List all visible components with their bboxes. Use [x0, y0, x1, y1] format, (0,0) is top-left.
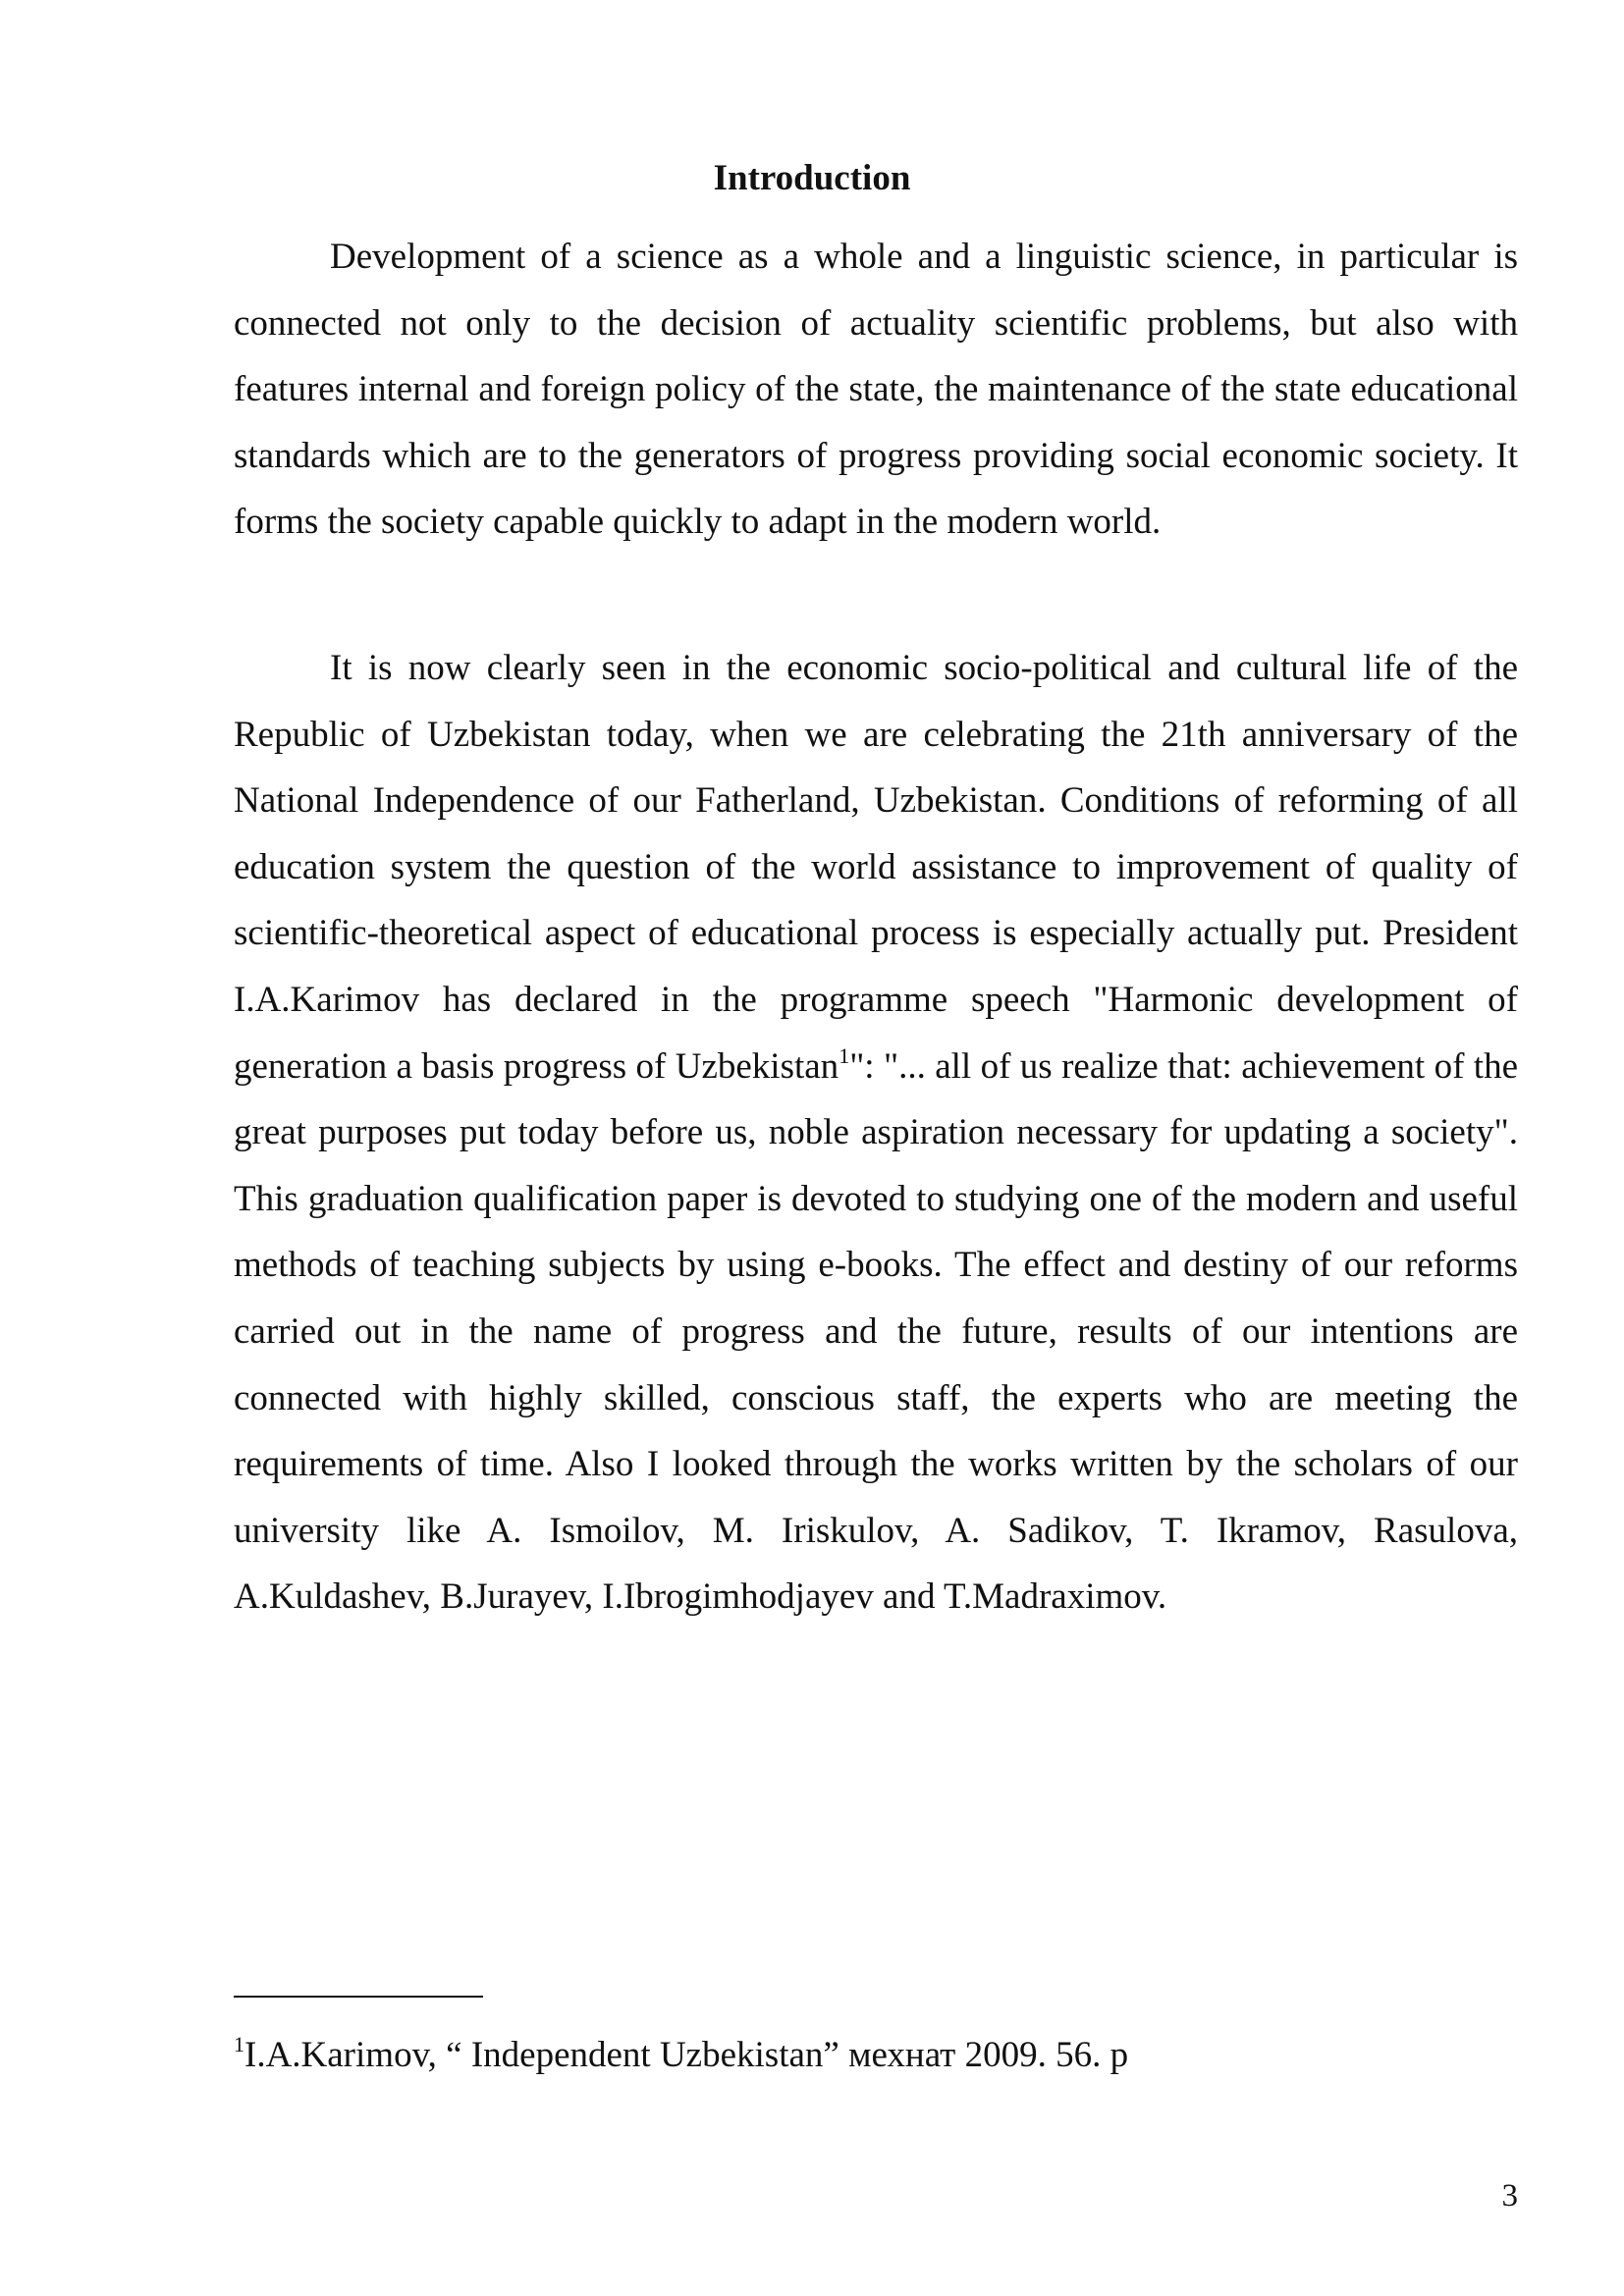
page-number: 3	[1501, 2178, 1518, 2214]
page-title: Introduction	[713, 158, 911, 198]
footnote-reference-mark: 1	[839, 1042, 850, 1068]
footnote	[234, 2032, 1518, 2079]
paragraph-2-text-before-reference: It is now clearly seen in the economic socio-political and cultural life of the Republic of Uzbekistan today, when we are celebrating the 21th anniversary of the National Independence of our Fatherland, Uzbekistan. Conditions of reforming of all education system the question of the world assistance to improvement of quality of scientific-theoretical aspect of educational process is especially actually put. President I.A.Karimov has declared in the programme speech "Harmonic development of generation a basis progress of Uzbekistan	[234, 648, 1518, 1087]
body-paragraph-1: Development of a science as a whole and a linguistic science, in particular is connected not only to the decision of actuality scientific problems, but also with features internal and foreign policy of the state, the maintenance of the state educational standards which are to the generators of progress providing social economic society. It forms the society capable quickly to adapt in the modern world.	[234, 237, 1518, 543]
footnote-text: I.A.Karimov, “ Independent Uzbekistan” мехнат 2009. 56. p	[244, 2035, 1129, 2075]
body-paragraph-2	[234, 635, 1518, 1630]
footnote-number: 1	[234, 2032, 244, 2056]
footnote-separator-line	[234, 1996, 483, 1998]
paragraph-2-text-after-reference: ": "... all of us realize that: achievement of the great purposes put today before us, noble aspiration necessary for updating a society". This graduation qualification paper is devoted to studying one of the modern and useful methods of teaching subjects by using e-books. The effect and destiny of our reforms carried out in the name of progress and the future, results of our intentions are connected with highly skilled, conscious staff, the experts who are meeting the requirements of time. Also I looked through the works written by the scholars of our university like A. Ismoilov, M. Iriskulov, A. Sadikov, T. Ikramov, Rasulova, A.Kuldashev, B.Jurayev, I.Ibrogimhodjayev and T.Madraximov.	[234, 1045, 1518, 1618]
